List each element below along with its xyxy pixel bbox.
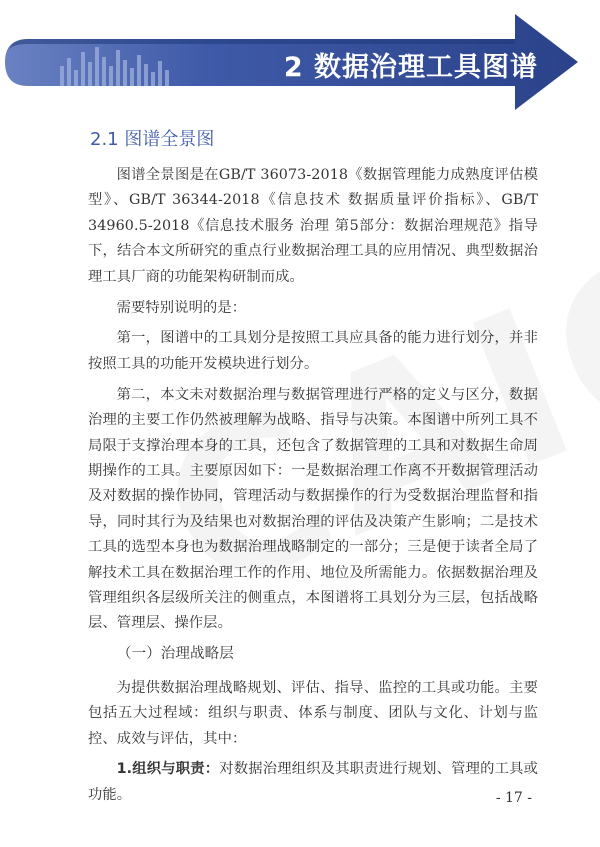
paragraph: 需要特别说明的是： [116, 299, 247, 316]
list-item [88, 757, 538, 808]
paragraph: 第一，图谱中的工具划分是按照工具应具备的能力进行划分，并非按照工具的功能开发模块进行划分。 [88, 330, 538, 372]
page-number: - 17 - [495, 790, 532, 806]
paragraph: 为提供数据治理战略规划、评估、指导、监控的工具或功能。主要包括五大过程域：组织与职责、体系与制度、团队与文化、计划与监控、成效与评估，其中： [88, 679, 538, 747]
paragraph: 图谱全景图是在GB/T 36073-2018《数据管理能力成熟度评估模型》、GB/T 36344-2018《信息技术 数据质量评价指标》、GB/T 34960.5-2018《信息技术服务 治理 第5部分：数据治理规范》指导下，结合本文所研究的重点行业数据治理工具的应用情况、典型数据治理工具厂商的功能架构研制而成。 [88, 167, 538, 285]
section-heading: 2.1 图谱全景图 [90, 129, 215, 150]
subheading: （一）治理战略层 [117, 646, 234, 663]
paragraph: 第二，本文未对数据治理与数据管理进行严格的定义与区分，数据治理的主要工作仍然被理解为战略、指导与决策。本图谱中所列工具不局限于支撑治理本身的工具，还包含了数据管理的工具和对数据生命周期操作的工具。主要原因如下：一是数据治理工作离不开数据管理活动及对数据的操作协同，管理活动与数据操作的行为受数据治理监督和指导，同时其行为及结果也对数据治理的评估及决策产生影响；二是技术工具的选型本身也为数据治理战略制定的一部分；三是便于读者全局了解技术工具在数据治理工作的作用、地位及所需能力。依据数据治理及管理组织各层级所关注的侧重点，本图谱将工具划分为三层，包括战略层、管理层、操作层。 [88, 386, 538, 632]
chapter-banner [0, 0, 600, 130]
list-item-text: 对数据治理组织及其职责进行规划、管理的工具或功能。 [88, 761, 538, 803]
chapter-title: 2 数据治理工具图谱 [283, 52, 538, 83]
list-item-label: 1.组织与职责： [116, 761, 220, 778]
body-text [88, 163, 538, 814]
